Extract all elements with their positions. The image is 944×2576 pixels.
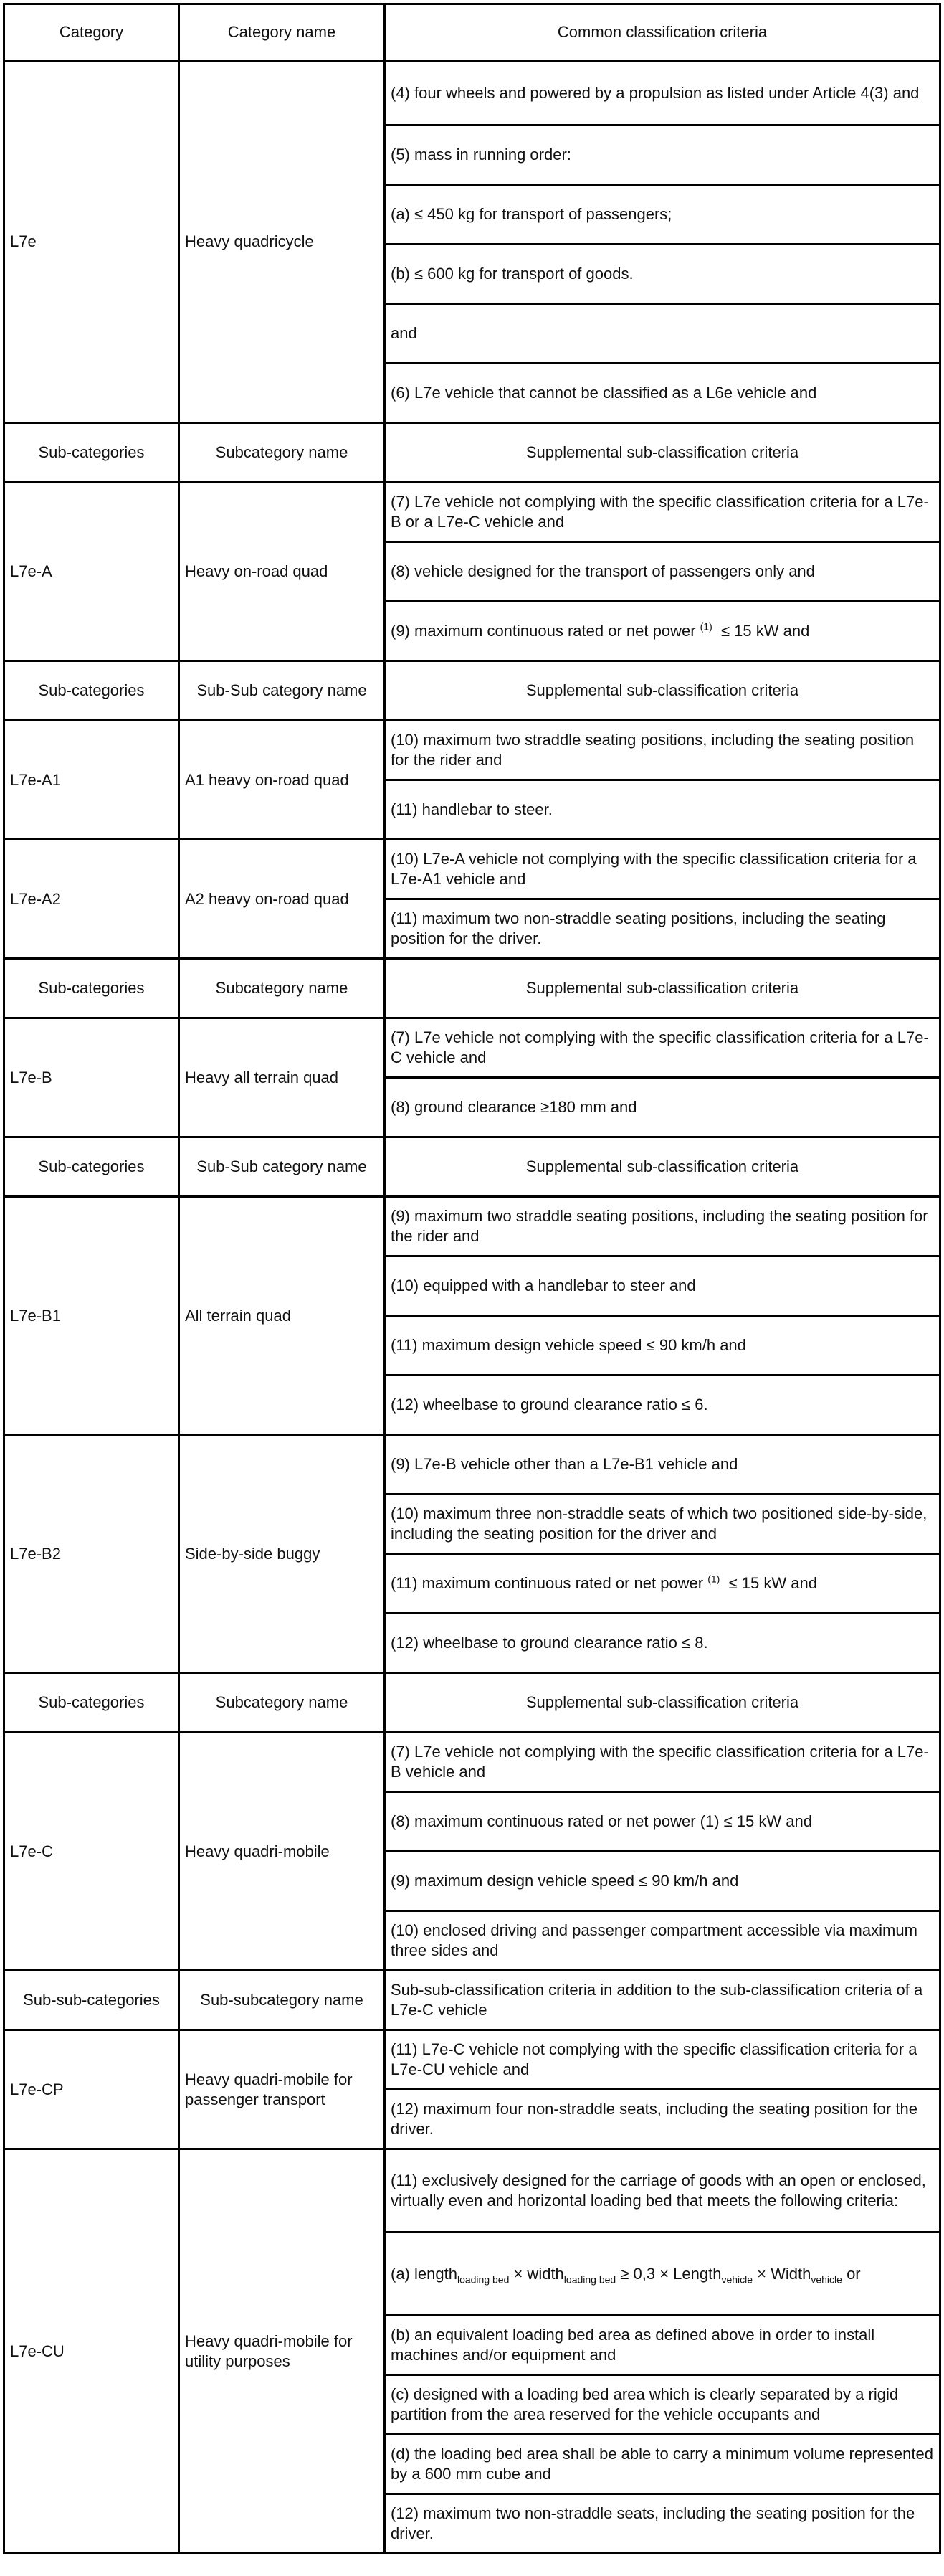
table-row xyxy=(4,1435,940,1495)
criterion-cell xyxy=(385,542,940,602)
category-code: L7e-B2 xyxy=(4,1435,179,1673)
table-row xyxy=(4,61,940,126)
criterion-cell xyxy=(385,1911,940,1971)
category-name: A1 heavy on-road quad xyxy=(179,721,385,840)
criterion-text: (10) maximum three non-straddle seats of which two positioned side-by-side, including the seating position for the driver and xyxy=(391,1505,928,1543)
criterion-text: (9) maximum two straddle seating positions, including the seating position for the rider and xyxy=(391,1207,928,1245)
category-name: Heavy quadri-mobile for utility purposes xyxy=(179,2149,385,2554)
header-name: Category name xyxy=(179,4,385,61)
criterion-text: (12) wheelbase to ground clearance ratio ≤ 8. xyxy=(391,1634,708,1652)
criterion-text: (8) ground clearance ≥180 mm and xyxy=(391,1098,637,1116)
header-name: Subcategory name xyxy=(179,959,385,1018)
criterion-cell xyxy=(385,1018,940,1078)
classification-table xyxy=(3,3,941,2554)
criterion-cell xyxy=(385,1792,940,1852)
category-code: L7e-B xyxy=(4,1018,179,1137)
criterion-text: (10) maximum two straddle seating positions, including the seating position for the rider and xyxy=(391,731,915,769)
criterion-text: (11) L7e-C vehicle not complying with the specific classification criteria for a L7e-CU vehicle and xyxy=(391,2040,917,2078)
criterion-cell xyxy=(385,1614,940,1673)
header-category: Sub-categories xyxy=(4,1673,179,1733)
criterion-cell xyxy=(385,721,940,780)
header-name: Subcategory name xyxy=(179,1673,385,1733)
criterion-text: (b) ≤ 600 kg for transport of goods. xyxy=(391,265,634,283)
criterion-text: (12) maximum two non-straddle seats, including the seating position for the driver. xyxy=(391,2504,915,2542)
header-row xyxy=(4,1971,940,2030)
criterion-text: (c) designed with a loading bed area which is clearly separated by a rigid partition from the area reserved for the vehicle occupants and xyxy=(391,2385,899,2423)
table-row xyxy=(4,840,940,899)
criterion-text: (a) length$_{loading bed}$ × width$_{loading bed}$ ≥ 0,3 × Length$_{vehicle}$ × Width$_{vehicle}$ or xyxy=(391,2264,861,2285)
criterion-text: (11) maximum two non-straddle seating positions, including the seating position for the driver. xyxy=(391,909,886,947)
table-row xyxy=(4,1733,940,1792)
header-criteria: Sub-sub-classification criteria in addition to the sub-classification criteria of a L7e-C vehicle xyxy=(385,1971,940,2030)
header-criteria: Supplemental sub-classification criteria xyxy=(385,423,940,483)
criterion-text: (d) the loading bed area shall be able to carry a minimum volume represented by a 600 mm cube and xyxy=(391,2445,933,2483)
criterion-text: (12) maximum four non-straddle seats, including the seating position for the driver. xyxy=(391,2100,917,2138)
table-row xyxy=(4,1197,940,1256)
header-row xyxy=(4,1137,940,1197)
header-criteria: Supplemental sub-classification criteria xyxy=(385,959,940,1018)
criterion-cell xyxy=(385,2435,940,2494)
category-code: L7e-C xyxy=(4,1733,179,1971)
criterion-text: (11) maximum design vehicle speed ≤ 90 km/h and xyxy=(391,1336,746,1354)
criterion-text: (12) wheelbase to ground clearance ratio ≤ 6. xyxy=(391,1396,708,1414)
criterion-cell xyxy=(385,483,940,542)
header-name: Sub-Sub category name xyxy=(179,1137,385,1197)
criterion-text: and xyxy=(391,324,417,342)
criterion-cell xyxy=(385,1733,940,1792)
criterion-cell xyxy=(385,364,940,423)
criterion-cell xyxy=(385,840,940,899)
header-category: Sub-categories xyxy=(4,1137,179,1197)
criterion-text: (8) vehicle designed for the transport of passengers only and xyxy=(391,562,815,580)
criterion-cell xyxy=(385,2149,940,2232)
category-name: Heavy quadricycle xyxy=(179,61,385,423)
header-criteria: Supplemental sub-classification criteria xyxy=(385,1673,940,1733)
category-code: L7e-A xyxy=(4,483,179,661)
criterion-cell xyxy=(385,1316,940,1375)
category-code: L7e-A2 xyxy=(4,840,179,959)
header-row xyxy=(4,4,940,61)
criterion-cell xyxy=(385,304,940,364)
category-name: Heavy on-road quad xyxy=(179,483,385,661)
criterion-cell xyxy=(385,2090,940,2149)
criterion-cell xyxy=(385,2316,940,2375)
table-row xyxy=(4,1018,940,1078)
criterion-cell xyxy=(385,61,940,126)
category-code: L7e xyxy=(4,61,179,423)
category-name: A2 heavy on-road quad xyxy=(179,840,385,959)
criterion-cell xyxy=(385,1256,940,1316)
criterion-cell xyxy=(385,126,940,185)
criterion-text: (9) L7e-B vehicle other than a L7e-B1 vehicle and xyxy=(391,1455,738,1473)
header-row xyxy=(4,423,940,483)
criterion-text: (5) mass in running order: xyxy=(391,146,571,164)
table-row xyxy=(4,2030,940,2090)
header-name: Sub-Sub category name xyxy=(179,661,385,721)
criterion-text: (6) L7e vehicle that cannot be classified as a L6e vehicle and xyxy=(391,384,817,402)
criterion-text: (10) equipped with a handlebar to steer and xyxy=(391,1277,696,1294)
criterion-text: (8) maximum continuous rated or net power (1) ≤ 15 kW and xyxy=(391,1812,812,1830)
header-row xyxy=(4,661,940,721)
criterion-cell xyxy=(385,1554,940,1614)
criterion-cell xyxy=(385,245,940,304)
criterion-text: (7) L7e vehicle not complying with the specific classification criteria for a L7e-B vehicle and xyxy=(391,1743,929,1781)
criterion-cell xyxy=(385,1852,940,1911)
category-name: Heavy quadri-mobile xyxy=(179,1733,385,1971)
criterion-cell xyxy=(385,2030,940,2090)
criterion-text: (7) L7e vehicle not complying with the specific classification criteria for a L7e-B or a L7e-C vehicle and xyxy=(391,493,929,531)
criterion-text: (9) maximum design vehicle speed ≤ 90 km/h and xyxy=(391,1872,739,1890)
header-row xyxy=(4,1673,940,1733)
category-code: L7e-CP xyxy=(4,2030,179,2149)
category-name: All terrain quad xyxy=(179,1197,385,1435)
category-name: Heavy quadri-mobile for passenger transport xyxy=(179,2030,385,2149)
criterion-cell xyxy=(385,1375,940,1435)
header-category: Sub-categories xyxy=(4,959,179,1018)
header-category: Sub-categories xyxy=(4,423,179,483)
table-row xyxy=(4,483,940,542)
header-name: Subcategory name xyxy=(179,423,385,483)
criterion-text: (10) enclosed driving and passenger compartment accessible via maximum three sides and xyxy=(391,1921,917,1959)
header-criteria: Supplemental sub-classification criteria xyxy=(385,1137,940,1197)
criterion-cell xyxy=(385,2232,940,2316)
criterion-text: (a) ≤ 450 kg for transport of passengers; xyxy=(391,205,672,223)
header-category: Category xyxy=(4,4,179,61)
header-category: Sub-categories xyxy=(4,661,179,721)
criterion-text: (11) handlebar to steer. xyxy=(391,800,553,818)
table-row xyxy=(4,721,940,780)
criterion-text: (9) maximum continuous rated or net power $^{(1)}$ ≤ 15 kW and xyxy=(391,620,810,640)
table-row xyxy=(4,2149,940,2232)
criterion-text: (b) an equivalent loading bed area as defined above in order to install machines and/or equipment and xyxy=(391,2326,875,2364)
header-category: Sub-sub-categories xyxy=(4,1971,179,2030)
header-name: Sub-subcategory name xyxy=(179,1971,385,2030)
criterion-text: (4) four wheels and powered by a propulsion as listed under Article 4(3) and xyxy=(391,83,920,102)
header-row xyxy=(4,959,940,1018)
header-criteria: Supplemental sub-classification criteria xyxy=(385,661,940,721)
classification-table-body xyxy=(4,4,940,2554)
category-code: L7e-B1 xyxy=(4,1197,179,1435)
header-criteria: Common classification criteria xyxy=(385,4,940,61)
criterion-cell xyxy=(385,899,940,959)
criterion-cell xyxy=(385,780,940,840)
criterion-text: (7) L7e vehicle not complying with the specific classification criteria for a L7e-C vehicle and xyxy=(391,1028,929,1066)
criterion-text: (11) exclusively designed for the carriage of goods with an open or enclosed, virtually even and horizontal loading bed that meets the following criteria: xyxy=(391,2171,926,2210)
category-code: L7e-A1 xyxy=(4,721,179,840)
criterion-cell xyxy=(385,1197,940,1256)
criterion-cell xyxy=(385,602,940,661)
criterion-cell xyxy=(385,2375,940,2435)
criterion-cell xyxy=(385,185,940,245)
criterion-cell xyxy=(385,2494,940,2554)
category-name: Heavy all terrain quad xyxy=(179,1018,385,1137)
criterion-cell xyxy=(385,1078,940,1137)
category-name: Side-by-side buggy xyxy=(179,1435,385,1673)
criterion-text: (10) L7e-A vehicle not complying with the specific classification criteria for a L7e-A1 vehicle and xyxy=(391,850,917,888)
criterion-cell xyxy=(385,1495,940,1554)
category-code: L7e-CU xyxy=(4,2149,179,2554)
criterion-text: (11) maximum continuous rated or net power $^{(1)}$ ≤ 15 kW and xyxy=(391,1573,817,1592)
criterion-cell xyxy=(385,1435,940,1495)
